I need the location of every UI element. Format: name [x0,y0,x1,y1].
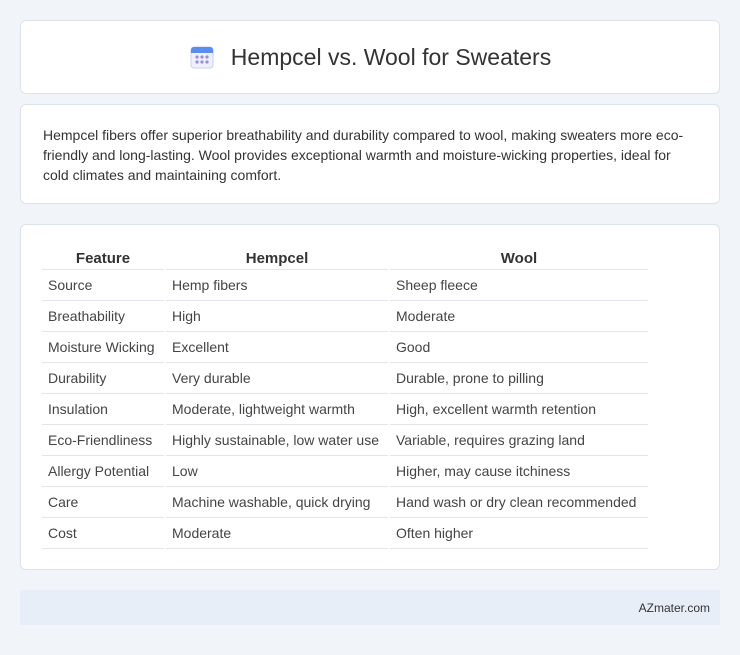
column-header-wool: Wool [389,245,648,269]
footer-brand: AZmater.com [638,600,710,615]
wool-cell: Often higher [389,517,648,548]
wool-cell: High, excellent warmth retention [389,393,648,424]
column-header-feature: Feature [42,245,165,269]
table-row [42,455,648,486]
hempcel-cell: Machine washable, quick drying [165,486,389,517]
feature-cell: Cost [42,517,165,548]
table-row [42,300,648,331]
table-row [42,331,648,362]
hempcel-cell: Low [165,455,389,486]
feature-cell: Allergy Potential [42,455,165,486]
table-row [42,424,648,455]
column-header-hempcel: Hempcel [165,245,389,269]
table-row [42,393,648,424]
page-title: Hempcel vs. Wool for Sweaters [230,43,552,70]
table-header-row [42,245,648,269]
hempcel-cell: Moderate, lightweight warmth [165,393,389,424]
calendar-icon [189,44,215,70]
footer [20,590,720,625]
title-card [20,20,720,94]
hempcel-cell: High [165,300,389,331]
hempcel-cell: Moderate [165,517,389,548]
wool-cell: Moderate [389,300,648,331]
wool-cell: Durable, prone to pilling [389,362,648,393]
feature-cell: Breathability [42,300,165,331]
wool-cell: Good [389,331,648,362]
feature-cell: Durability [42,362,165,393]
hempcel-cell: Hemp fibers [165,269,389,300]
feature-cell: Source [42,269,165,300]
hempcel-cell: Highly sustainable, low water use [165,424,389,455]
summary-card [20,104,720,204]
table-row [42,362,648,393]
wool-cell: Higher, may cause itchiness [389,455,648,486]
table-row [42,269,648,300]
hempcel-cell: Very durable [165,362,389,393]
feature-cell: Moisture Wicking [42,331,165,362]
wool-cell: Hand wash or dry clean recommended [389,486,648,517]
summary-text: Hempcel fibers offer superior breathability and durability compared to wool, making sweaters more eco-friendly and long-lasting. Wool provides exceptional warmth and moisture-wicking properties, ideal for cold climates and maintaining comfort. [43,127,684,183]
comparison-table-card [20,224,720,570]
feature-cell: Care [42,486,165,517]
table-row [42,517,648,548]
comparison-table [42,245,648,549]
wool-cell: Variable, requires grazing land [389,424,648,455]
hempcel-cell: Excellent [165,331,389,362]
feature-cell: Insulation [42,393,165,424]
wool-cell: Sheep fleece [389,269,648,300]
table-row [42,486,648,517]
feature-cell: Eco-Friendliness [42,424,165,455]
